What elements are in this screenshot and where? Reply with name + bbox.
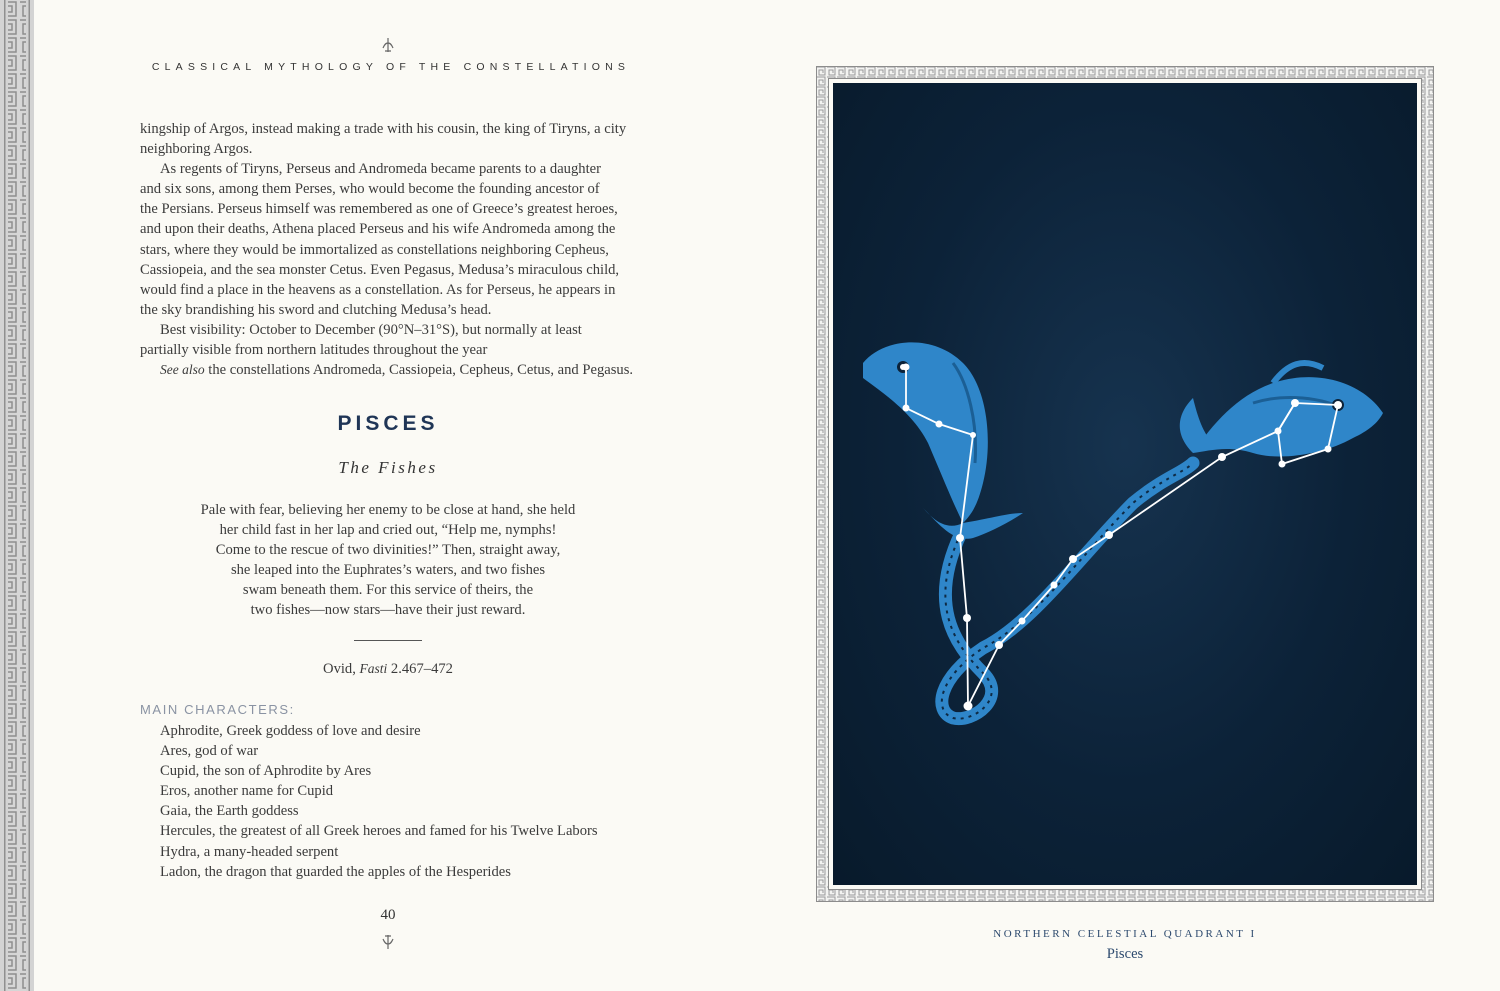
body-text (140, 119, 650, 380)
divider (354, 640, 422, 641)
pisces-constellation-art (833, 83, 1417, 885)
paragraph: kingship of Argos, instead making a trade with his cousin, the king of Tiryns, a city neighboring Argos. (140, 121, 627, 158)
fleuron-bottom-icon (380, 934, 396, 950)
epigraph-line: two fishes—now stars—have their just reward. (250, 602, 526, 619)
list-item: Gaia, the Earth goddess (160, 803, 299, 820)
main-characters-list (160, 721, 598, 882)
list-item: Aphrodite, Greek goddess of love and desire (160, 723, 421, 739)
section-subheading: The Fishes (338, 458, 438, 477)
plate-frame (816, 66, 1434, 902)
see-also: See also the constellations Andromeda, Cassiopeia, Cepheus, Cetus, and Pegasus. (160, 362, 634, 379)
epigraph-line: swam beneath them. For this service of theirs, the (242, 582, 534, 599)
plate-caption-title: Pisces (1106, 946, 1144, 962)
epigraph-citation: Ovid, Fasti 2.467–472 (323, 661, 453, 677)
running-head: CLASSICAL MYTHOLOGY OF THE CONSTELLATIONS (151, 61, 631, 73)
list-item: Cupid, the son of Aphrodite by Ares (160, 763, 372, 780)
paragraph: As regents of Tiryns, Perseus and Andromeda became parents to a daughter and six sons, among them Perses, who would become the founding ancestor of the Persians. Perseus himself was remembered as one of Greece’s greatest heroes, and upon their deaths, Athena placed Perseus and his wife Andromeda among the stars, where they would be immortalized as constellations neighboring Cepheus, Cassiopeia, and the sea monster Cetus. Even Pegasus, Medusa’s miraculous child, would find a place in the heavens as a constellation. As for Perseus, he appears in the sky brandishing his sword and clutching Medusa’s head. (140, 161, 620, 318)
list-item: Ares, god of war (160, 743, 259, 760)
list-item: Ladon, the dragon that guarded the apples of the Hesperides (160, 863, 511, 880)
fleuron-top-icon (380, 37, 396, 53)
greek-key-border (0, 0, 34, 991)
list-item: Hydra, a many-headed serpent (160, 843, 339, 860)
epigraph-line: she leaped into the Euphrates’s waters, and two fishes (230, 562, 546, 579)
page-number: 40 (380, 907, 396, 923)
right-fish (1180, 363, 1383, 457)
list-item: Hercules, the greatest of all Greek heroes and famed for his Twelve Labors (160, 823, 598, 840)
epigraph-line: her child fast in her lap and cried out, “Help me, nymphs! (219, 522, 557, 539)
left-fish (863, 342, 1023, 538)
epigraph-line: Pale with fear, believing her enemy to be close at hand, she held (200, 502, 576, 518)
pisces-illustration (833, 83, 1417, 885)
epigraph-line: Come to the rescue of two divinities!” Then, straight away, (215, 542, 561, 559)
right-page (760, 0, 1500, 991)
paragraph: Best visibility: October to December (90°N–31°S), but normally at least partially visible from northern latitudes throughout the year (140, 321, 582, 359)
plate-caption-quadrant: NORTHERN CELESTIAL QUADRANT I (993, 928, 1257, 940)
main-characters-label: MAIN CHARACTERS: (140, 702, 295, 717)
left-page (44, 0, 734, 991)
list-item: Eros, another name for Cupid (160, 783, 334, 800)
section-heading: PISCES (337, 412, 439, 435)
epigraph (140, 500, 636, 621)
